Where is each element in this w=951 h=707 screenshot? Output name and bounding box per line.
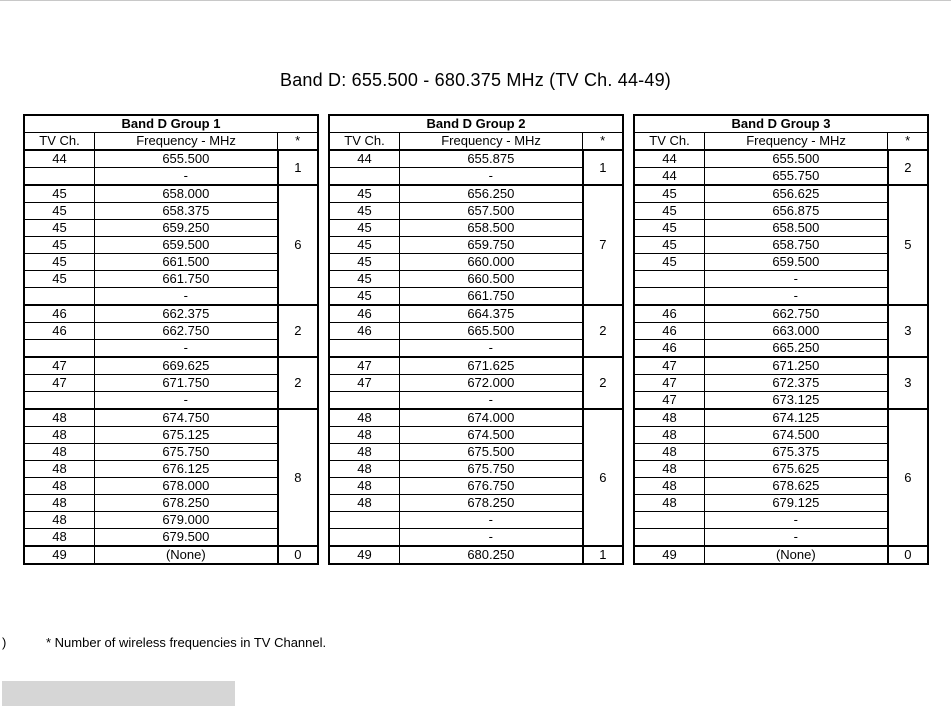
frequency-cell: - bbox=[704, 512, 887, 529]
frequency-cell: 678.250 bbox=[94, 495, 277, 512]
table-row bbox=[329, 288, 623, 306]
tv-channel-cell bbox=[24, 340, 94, 358]
table-row bbox=[24, 444, 318, 461]
table-row bbox=[24, 254, 318, 271]
channel-block bbox=[634, 357, 928, 409]
table-row bbox=[634, 478, 928, 495]
frequency-cell: 675.750 bbox=[94, 444, 277, 461]
table-row bbox=[329, 150, 623, 168]
table-row bbox=[634, 185, 928, 203]
frequency-cell: 665.500 bbox=[399, 323, 582, 340]
frequency-cell: 661.750 bbox=[94, 271, 277, 288]
footnote: * Number of wireless frequencies in TV Channel. bbox=[46, 635, 327, 650]
frequency-cell: - bbox=[94, 392, 277, 410]
page-title: Band D: 655.500 - 680.375 MHz (TV Ch. 44-49) bbox=[279, 70, 671, 90]
table-row bbox=[329, 461, 623, 478]
table-row bbox=[329, 203, 623, 220]
tv-channel-cell: 45 bbox=[634, 203, 704, 220]
channel-block bbox=[634, 305, 928, 357]
table-row bbox=[634, 461, 928, 478]
table-row bbox=[24, 220, 318, 237]
frequency-cell: 658.000 bbox=[94, 185, 277, 203]
table-row bbox=[24, 150, 318, 168]
tv-channel-cell: 48 bbox=[634, 495, 704, 512]
channel-block bbox=[634, 546, 928, 564]
frequency-cell: 675.500 bbox=[399, 444, 582, 461]
table-row bbox=[634, 305, 928, 323]
table-row bbox=[24, 340, 318, 358]
table-row bbox=[329, 512, 623, 529]
tv-channel-cell: 45 bbox=[329, 185, 399, 203]
tv-channel-cell: 48 bbox=[24, 495, 94, 512]
frequency-cell: 673.125 bbox=[704, 392, 887, 410]
tv-channel-cell: 49 bbox=[24, 546, 94, 564]
table-row bbox=[24, 203, 318, 220]
tv-channel-cell bbox=[329, 392, 399, 410]
frequency-cell: 659.750 bbox=[399, 237, 582, 254]
tv-channel-cell: 49 bbox=[634, 546, 704, 564]
table-row bbox=[24, 168, 318, 186]
frequency-cell: 659.250 bbox=[94, 220, 277, 237]
frequency-cell: 663.000 bbox=[704, 323, 887, 340]
frequency-header: Frequency - MHz bbox=[704, 133, 887, 151]
frequency-cell: 662.375 bbox=[94, 305, 277, 323]
table-row bbox=[329, 478, 623, 495]
table-row bbox=[634, 409, 928, 427]
frequency-cell: 662.750 bbox=[704, 305, 887, 323]
tv-channel-cell: 45 bbox=[24, 220, 94, 237]
tv-channel-cell: 48 bbox=[329, 461, 399, 478]
tv-channel-cell bbox=[634, 529, 704, 547]
frequency-count-cell: 3 bbox=[888, 357, 928, 409]
frequency-cell: 672.375 bbox=[704, 375, 887, 392]
table-row bbox=[329, 529, 623, 547]
tv-channel-cell: 48 bbox=[634, 478, 704, 495]
tv-channel-cell: 48 bbox=[634, 444, 704, 461]
frequency-count-cell: 2 bbox=[583, 305, 623, 357]
frequency-header: Frequency - MHz bbox=[94, 133, 277, 151]
tv-channel-cell: 46 bbox=[24, 323, 94, 340]
table-row bbox=[24, 546, 318, 564]
frequency-count-cell: 7 bbox=[583, 185, 623, 305]
channel-block bbox=[634, 185, 928, 305]
group-title: Band D Group 1 bbox=[24, 115, 318, 133]
table-row bbox=[634, 512, 928, 529]
frequency-cell: 679.125 bbox=[704, 495, 887, 512]
channel-block bbox=[329, 150, 623, 185]
tv-channel-cell: 44 bbox=[24, 150, 94, 168]
frequency-count-cell: 1 bbox=[583, 150, 623, 185]
table-row bbox=[329, 357, 623, 375]
channel-block bbox=[329, 409, 623, 546]
tv-channel-cell: 48 bbox=[24, 529, 94, 547]
table-row bbox=[329, 340, 623, 358]
frequency-count-cell: 0 bbox=[888, 546, 928, 564]
frequency-cell: 660.500 bbox=[399, 271, 582, 288]
table-row bbox=[634, 237, 928, 254]
table-row bbox=[329, 444, 623, 461]
table-row bbox=[634, 288, 928, 306]
tv-channel-cell: 44 bbox=[634, 168, 704, 186]
table-row bbox=[329, 185, 623, 203]
table-row bbox=[634, 495, 928, 512]
frequency-cell: 674.000 bbox=[399, 409, 582, 427]
frequency-count-cell: 2 bbox=[278, 305, 318, 357]
frequency-cell: - bbox=[399, 529, 582, 547]
top-divider bbox=[0, 0, 951, 1]
tv-channel-cell: 46 bbox=[634, 340, 704, 358]
band-d-group-1-table bbox=[23, 114, 319, 565]
tv-channel-cell: 48 bbox=[329, 427, 399, 444]
frequency-count-cell: 3 bbox=[888, 305, 928, 357]
frequency-cell: 671.250 bbox=[704, 357, 887, 375]
channel-block bbox=[329, 546, 623, 564]
tv-channel-cell: 48 bbox=[634, 427, 704, 444]
tv-channel-cell bbox=[329, 168, 399, 186]
tv-channel-cell bbox=[24, 168, 94, 186]
tv-ch-header: TV Ch. bbox=[634, 133, 704, 151]
frequency-cell: - bbox=[704, 529, 887, 547]
table-row bbox=[24, 427, 318, 444]
frequency-cell: - bbox=[94, 288, 277, 306]
frequency-cell: 655.500 bbox=[704, 150, 887, 168]
frequency-cell: 656.625 bbox=[704, 185, 887, 203]
frequency-count-cell: 6 bbox=[583, 409, 623, 546]
tv-channel-cell: 48 bbox=[329, 478, 399, 495]
channel-block bbox=[329, 357, 623, 409]
frequency-cell: 671.625 bbox=[399, 357, 582, 375]
table-row bbox=[329, 254, 623, 271]
tv-channel-cell: 48 bbox=[24, 478, 94, 495]
tv-channel-cell bbox=[634, 512, 704, 529]
frequency-cell: 657.500 bbox=[399, 203, 582, 220]
tv-channel-cell: 46 bbox=[329, 323, 399, 340]
table-row bbox=[634, 546, 928, 564]
table-row bbox=[634, 444, 928, 461]
frequency-count-cell: 6 bbox=[278, 185, 318, 305]
frequency-count-cell: 1 bbox=[278, 150, 318, 185]
channel-block bbox=[24, 185, 318, 305]
table-row bbox=[24, 478, 318, 495]
frequency-cell: - bbox=[399, 512, 582, 529]
frequency-cell: 659.500 bbox=[94, 237, 277, 254]
tv-channel-cell: 46 bbox=[634, 323, 704, 340]
footer-bar bbox=[2, 681, 235, 706]
frequency-cell: 679.500 bbox=[94, 529, 277, 547]
frequency-cell: 675.375 bbox=[704, 444, 887, 461]
table-row bbox=[634, 529, 928, 547]
table-row bbox=[634, 254, 928, 271]
table-row bbox=[24, 357, 318, 375]
band-d-group-3-table bbox=[633, 114, 929, 565]
tv-channel-cell: 45 bbox=[24, 203, 94, 220]
tv-ch-header: TV Ch. bbox=[24, 133, 94, 151]
count-header: * bbox=[278, 133, 318, 151]
table-row bbox=[24, 529, 318, 547]
tv-channel-cell: 49 bbox=[329, 546, 399, 564]
frequency-cell: 675.625 bbox=[704, 461, 887, 478]
frequency-cell: 674.500 bbox=[399, 427, 582, 444]
frequency-cell: 679.000 bbox=[94, 512, 277, 529]
frequency-cell: - bbox=[704, 271, 887, 288]
table-row bbox=[634, 427, 928, 444]
tv-channel-cell: 48 bbox=[329, 495, 399, 512]
tv-channel-cell bbox=[634, 271, 704, 288]
frequency-cell: 658.750 bbox=[704, 237, 887, 254]
table-row bbox=[329, 375, 623, 392]
tv-channel-cell: 45 bbox=[634, 254, 704, 271]
tv-channel-cell: 45 bbox=[329, 271, 399, 288]
tv-channel-cell: 44 bbox=[329, 150, 399, 168]
table-row bbox=[329, 305, 623, 323]
frequency-cell: 674.500 bbox=[704, 427, 887, 444]
count-header: * bbox=[888, 133, 928, 151]
frequency-cell: - bbox=[399, 340, 582, 358]
table-row bbox=[634, 271, 928, 288]
tv-channel-cell: 48 bbox=[329, 409, 399, 427]
frequency-cell: 655.875 bbox=[399, 150, 582, 168]
table-row bbox=[329, 409, 623, 427]
frequency-cell: 658.375 bbox=[94, 203, 277, 220]
table-row bbox=[329, 168, 623, 186]
tv-channel-cell: 48 bbox=[24, 461, 94, 478]
group-title: Band D Group 3 bbox=[634, 115, 928, 133]
table-row bbox=[634, 392, 928, 410]
table-row bbox=[634, 203, 928, 220]
channel-block bbox=[24, 409, 318, 546]
frequency-cell: 661.500 bbox=[94, 254, 277, 271]
table-row bbox=[329, 495, 623, 512]
tv-channel-cell bbox=[24, 288, 94, 306]
tv-channel-cell: 47 bbox=[24, 375, 94, 392]
tv-channel-cell: 48 bbox=[24, 427, 94, 444]
table-row bbox=[634, 375, 928, 392]
frequency-cell: - bbox=[399, 392, 582, 410]
table-row bbox=[24, 271, 318, 288]
tv-channel-cell: 45 bbox=[24, 237, 94, 254]
frequency-cell: 658.500 bbox=[704, 220, 887, 237]
table-row bbox=[24, 375, 318, 392]
channel-block bbox=[24, 357, 318, 409]
frequency-cell: - bbox=[94, 340, 277, 358]
frequency-cell: 678.250 bbox=[399, 495, 582, 512]
table-row bbox=[329, 392, 623, 410]
table-row bbox=[24, 461, 318, 478]
table-row bbox=[329, 427, 623, 444]
frequency-cell: 680.250 bbox=[399, 546, 582, 564]
tv-channel-cell: 48 bbox=[634, 409, 704, 427]
table-row bbox=[24, 409, 318, 427]
tv-channel-cell: 45 bbox=[329, 288, 399, 306]
tv-channel-cell: 46 bbox=[634, 305, 704, 323]
frequency-cell: 675.750 bbox=[399, 461, 582, 478]
frequency-cell: 676.125 bbox=[94, 461, 277, 478]
channel-block bbox=[634, 150, 928, 185]
table-row bbox=[329, 237, 623, 254]
tv-channel-cell: 48 bbox=[24, 444, 94, 461]
frequency-count-cell: 1 bbox=[583, 546, 623, 564]
frequency-count-cell: 2 bbox=[888, 150, 928, 185]
tv-channel-cell: 45 bbox=[634, 237, 704, 254]
channel-block bbox=[24, 150, 318, 185]
channel-block bbox=[329, 185, 623, 305]
frequency-cell: 665.250 bbox=[704, 340, 887, 358]
table-row bbox=[24, 392, 318, 410]
tv-channel-cell: 47 bbox=[634, 357, 704, 375]
table-row bbox=[634, 340, 928, 358]
tv-channel-cell: 47 bbox=[634, 375, 704, 392]
frequency-cell: - bbox=[704, 288, 887, 306]
tv-channel-cell bbox=[329, 512, 399, 529]
frequency-cell: 656.875 bbox=[704, 203, 887, 220]
table-row bbox=[24, 185, 318, 203]
tv-channel-cell: 45 bbox=[329, 254, 399, 271]
tv-channel-cell: 46 bbox=[24, 305, 94, 323]
table-row bbox=[329, 323, 623, 340]
table-row bbox=[329, 271, 623, 288]
tv-ch-header: TV Ch. bbox=[329, 133, 399, 151]
frequency-count-cell: 0 bbox=[278, 546, 318, 564]
frequency-cell: 655.750 bbox=[704, 168, 887, 186]
table-row bbox=[634, 150, 928, 168]
tv-channel-cell: 45 bbox=[24, 185, 94, 203]
tv-channel-cell bbox=[329, 529, 399, 547]
table-row bbox=[634, 168, 928, 186]
frequency-cell: 672.000 bbox=[399, 375, 582, 392]
tv-channel-cell bbox=[24, 392, 94, 410]
tv-channel-cell: 47 bbox=[24, 357, 94, 375]
band-d-group-2-table bbox=[328, 114, 624, 565]
frequency-cell: 678.625 bbox=[704, 478, 887, 495]
tv-channel-cell: 48 bbox=[634, 461, 704, 478]
tv-channel-cell: 48 bbox=[24, 409, 94, 427]
frequency-count-cell: 2 bbox=[278, 357, 318, 409]
tv-channel-cell: 45 bbox=[329, 203, 399, 220]
channel-block bbox=[24, 305, 318, 357]
frequency-cell: 655.500 bbox=[94, 150, 277, 168]
frequency-count-cell: 2 bbox=[583, 357, 623, 409]
frequency-cell: 671.750 bbox=[94, 375, 277, 392]
tv-channel-cell: 48 bbox=[24, 512, 94, 529]
table-row bbox=[634, 323, 928, 340]
tv-channel-cell bbox=[329, 340, 399, 358]
table-row bbox=[329, 220, 623, 237]
group-title: Band D Group 2 bbox=[329, 115, 623, 133]
channel-block bbox=[329, 305, 623, 357]
frequency-cell: 661.750 bbox=[399, 288, 582, 306]
table-row bbox=[634, 220, 928, 237]
frequency-cell: 662.750 bbox=[94, 323, 277, 340]
frequency-cell: 676.750 bbox=[399, 478, 582, 495]
tv-channel-cell: 45 bbox=[24, 254, 94, 271]
table-row bbox=[329, 546, 623, 564]
table-row bbox=[24, 237, 318, 254]
frequency-cell: 669.625 bbox=[94, 357, 277, 375]
count-header: * bbox=[583, 133, 623, 151]
tv-channel-cell: 45 bbox=[329, 220, 399, 237]
table-row bbox=[24, 323, 318, 340]
footnote-marker: ) bbox=[2, 635, 7, 650]
frequency-cell: 674.125 bbox=[704, 409, 887, 427]
tv-channel-cell: 45 bbox=[24, 271, 94, 288]
frequency-cell: 664.375 bbox=[399, 305, 582, 323]
channel-block bbox=[24, 546, 318, 564]
tv-channel-cell bbox=[634, 288, 704, 306]
tv-channel-cell: 47 bbox=[329, 375, 399, 392]
frequency-cell: (None) bbox=[704, 546, 887, 564]
table-row bbox=[24, 288, 318, 306]
tv-channel-cell: 47 bbox=[634, 392, 704, 410]
frequency-cell: 675.125 bbox=[94, 427, 277, 444]
frequency-cell: 658.500 bbox=[399, 220, 582, 237]
tv-channel-cell: 48 bbox=[329, 444, 399, 461]
frequency-cell: (None) bbox=[94, 546, 277, 564]
frequency-cell: - bbox=[94, 168, 277, 186]
table-row bbox=[24, 512, 318, 529]
table-row bbox=[634, 357, 928, 375]
frequency-count-cell: 5 bbox=[888, 185, 928, 305]
frequency-cell: 674.750 bbox=[94, 409, 277, 427]
tv-channel-cell: 44 bbox=[634, 150, 704, 168]
channel-block bbox=[634, 409, 928, 546]
table-row bbox=[24, 495, 318, 512]
frequency-cell: - bbox=[399, 168, 582, 186]
tv-channel-cell: 45 bbox=[634, 185, 704, 203]
frequency-cell: 678.000 bbox=[94, 478, 277, 495]
frequency-count-cell: 8 bbox=[278, 409, 318, 546]
tv-channel-cell: 45 bbox=[329, 237, 399, 254]
frequency-cell: 660.000 bbox=[399, 254, 582, 271]
tv-channel-cell: 45 bbox=[634, 220, 704, 237]
frequency-cell: 659.500 bbox=[704, 254, 887, 271]
tv-channel-cell: 47 bbox=[329, 357, 399, 375]
frequency-cell: 656.250 bbox=[399, 185, 582, 203]
frequency-count-cell: 6 bbox=[888, 409, 928, 546]
table-row bbox=[24, 305, 318, 323]
frequency-header: Frequency - MHz bbox=[399, 133, 582, 151]
tv-channel-cell: 46 bbox=[329, 305, 399, 323]
